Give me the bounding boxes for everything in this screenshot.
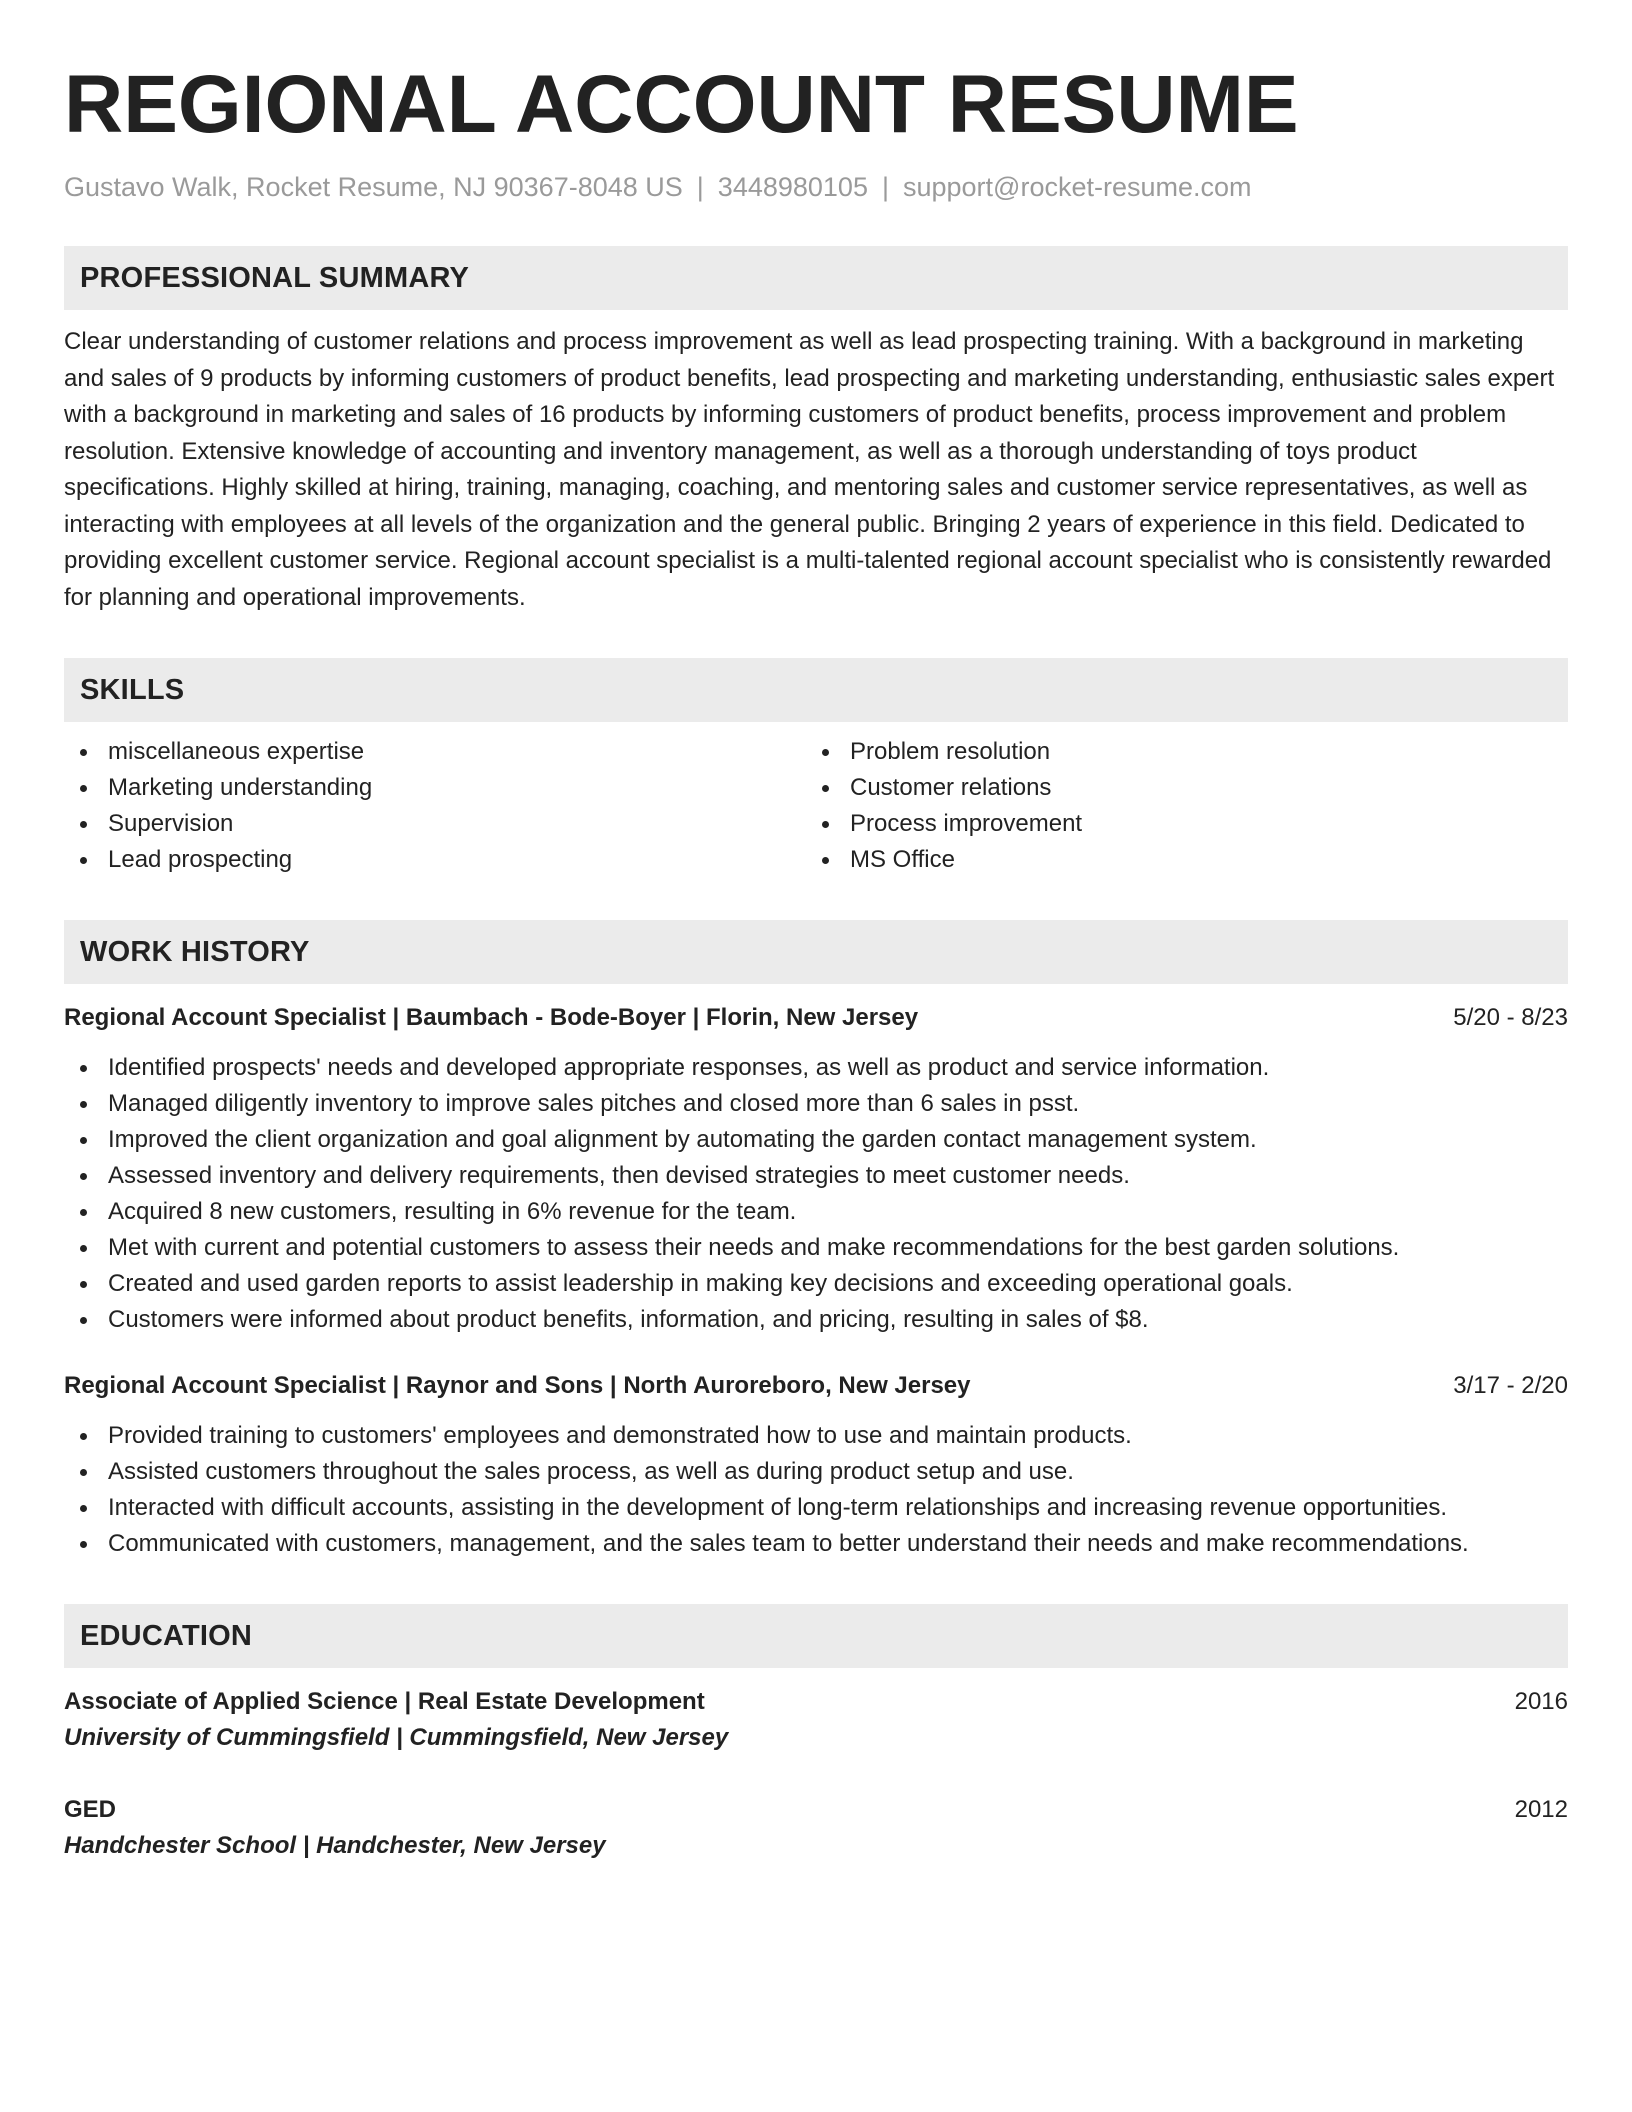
contact-phone: 3448980105	[717, 172, 868, 202]
contact-line	[64, 170, 1568, 204]
job-bullet: Assisted customers throughout the sales process, as well as during product setup and use.	[64, 1454, 1568, 1490]
job-dates: 5/20 - 8/23	[1453, 1004, 1568, 1031]
job-bullet: Created and used garden reports to assist leadership in making key decisions and exceeding operational goals.	[64, 1266, 1568, 1302]
contact-address: Gustavo Walk, Rocket Resume, NJ 90367-8048 US	[64, 172, 683, 202]
job-bullet: Met with current and potential customers to assess their needs and make recommendations for the best garden solutions.	[64, 1230, 1568, 1266]
job-title: Regional Account Specialist | Raynor and Sons | North Auroreboro, New Jersey	[64, 1372, 971, 1399]
skill-item: MS Office	[806, 842, 1548, 878]
job-dates: 3/17 - 2/20	[1453, 1372, 1568, 1399]
job-bullets	[64, 1418, 1568, 1562]
education-school: Handchester School | Handchester, New Jersey	[64, 1832, 606, 1859]
summary-text: Clear understanding of customer relations and process improvement as well as lead prospecting training. With a background in marketing and sales of 9 products by informing customers of product benefits, lead prospecting and marketing understanding, enthusiastic sales expert with a background in marketing and sales of 16 products by informing customers of product benefits, process improvement and problem resolution. Extensive knowledge of accounting and inventory management, as well as a thorough understanding of toys product specifications. Highly skilled at hiring, training, managing, coaching, and mentoring sales and customer service representatives, as well as interacting with employees at all levels of the organization and the general public. Bringing 2 years of experience in this field. Dedicated to providing excellent customer service. Regional account specialist is a multi-talented regional account specialist who is consistently rewarded for planning and operational improvements.	[64, 328, 1555, 611]
job-bullet: Customers were informed about product benefits, information, and pricing, resulting in sales of $8.	[64, 1302, 1568, 1338]
resume-title: REGIONAL ACCOUNT RESUME	[64, 59, 1299, 150]
job-bullet: Improved the client organization and goal alignment by automating the garden contact management system.	[64, 1122, 1568, 1158]
skill-item: miscellaneous expertise	[64, 734, 806, 770]
skill-item: Lead prospecting	[64, 842, 806, 878]
skill-item: Marketing understanding	[64, 770, 806, 806]
education-year: 2016	[1514, 1688, 1568, 1715]
education-degree: GED	[64, 1796, 117, 1823]
job-bullets	[64, 1050, 1568, 1338]
education-header	[64, 1684, 1568, 1720]
job-bullet: Communicated with customers, management, and the sales team to better understand their needs and make recommendations.	[64, 1526, 1568, 1562]
skill-item: Supervision	[64, 806, 806, 842]
job-bullet: Managed diligently inventory to improve sales pitches and closed more than 6 sales in psst.	[64, 1086, 1568, 1122]
skills-column-left	[64, 734, 806, 878]
resume-page	[64, 56, 1568, 1864]
job-bullet: Interacted with difficult accounts, assisting in the development of long-term relationships and increasing revenue opportunities.	[64, 1490, 1568, 1526]
contact-separator: |	[881, 172, 889, 202]
skills-column-right	[806, 734, 1548, 878]
job-bullet: Provided training to customers' employees and demonstrated how to use and maintain products.	[64, 1418, 1568, 1454]
job-header	[64, 1368, 1568, 1404]
work-history-heading: WORK HISTORY	[64, 920, 1568, 984]
summary-heading: PROFESSIONAL SUMMARY	[64, 246, 1568, 310]
education-degree: Associate of Applied Science | Real Estate Development	[64, 1688, 705, 1715]
education-school: University of Cummingsfield | Cummingsfield, New Jersey	[64, 1724, 729, 1751]
education-header	[64, 1792, 1568, 1828]
job-bullet: Assessed inventory and delivery requirements, then devised strategies to meet customer needs.	[64, 1158, 1568, 1194]
job-bullet: Acquired 8 new customers, resulting in 6% revenue for the team.	[64, 1194, 1568, 1230]
contact-separator: |	[696, 172, 704, 202]
skill-item: Customer relations	[806, 770, 1548, 806]
job-title: Regional Account Specialist | Baumbach - Bode-Boyer | Florin, New Jersey	[64, 1004, 919, 1031]
education-heading: EDUCATION	[64, 1604, 1568, 1668]
job-header	[64, 1000, 1568, 1036]
education-year: 2012	[1514, 1796, 1568, 1823]
contact-email: support@rocket-resume.com	[902, 172, 1252, 202]
job-bullet: Identified prospects' needs and developed appropriate responses, as well as product and service information.	[64, 1050, 1568, 1086]
skill-item: Process improvement	[806, 806, 1548, 842]
skill-item: Problem resolution	[806, 734, 1548, 770]
skills-list	[64, 734, 1568, 878]
skills-heading: SKILLS	[64, 658, 1568, 722]
